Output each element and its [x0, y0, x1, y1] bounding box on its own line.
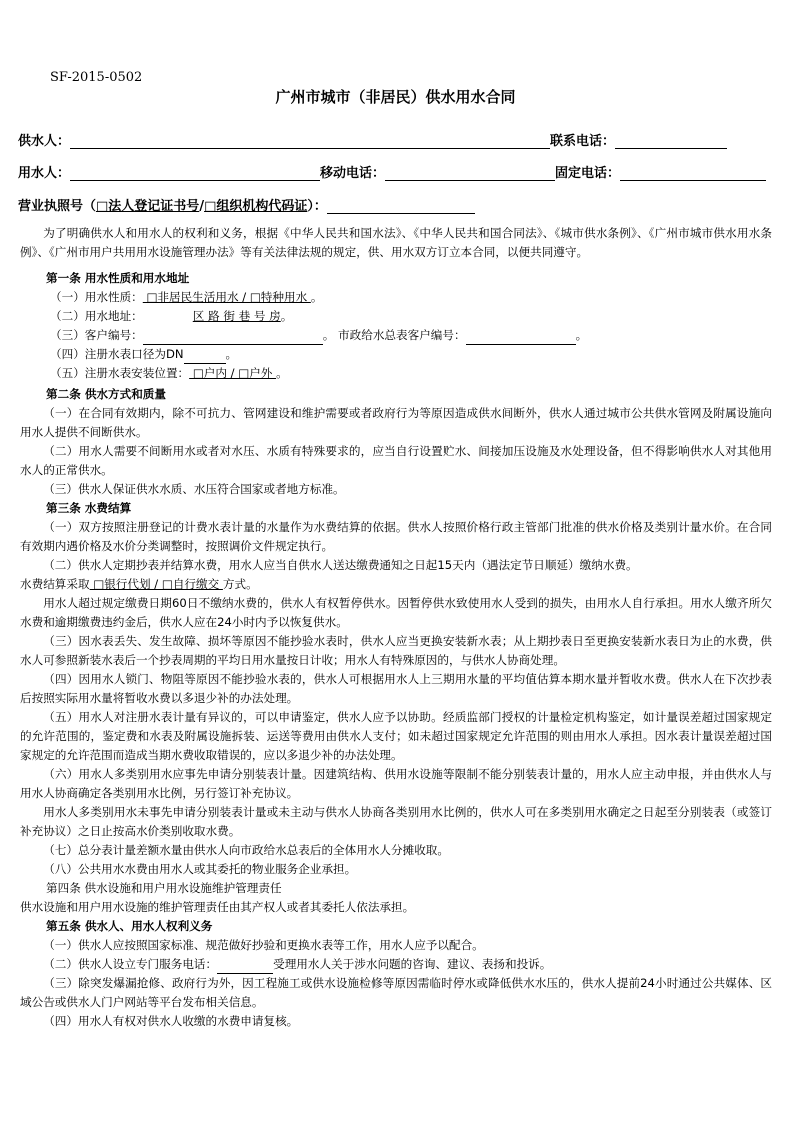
article-3-p7: （七）总分表计量差额水量由供水人向市政给水总表后的全体用水人分摊收取。: [43, 843, 449, 857]
mobile-field[interactable]: [385, 166, 555, 181]
article-3-heading: 第三条 水费结算: [46, 501, 132, 515]
article-3-p5: （五）用水人对注册水表计量有异议的，可以申请鉴定，供水人应予以协助。经质监部门授权的计量检定机构鉴定，如计量误差超过国家规定的允许范围的，鉴定费和水表及附属设施拆装、运送等费用由供水人支付；如未超过国家规定允许范围的则由用水人承担。因水表计量误差超过国家规定的允许范围而造成当期水费收取错误的，应以多退少补的办法处理。: [20, 710, 772, 762]
article-5-p4: （四）用水人有权对供水人收缴的水费申请复核。: [43, 1014, 299, 1028]
address-field[interactable]: 区 路 街 巷 号 房: [192, 309, 281, 323]
user-label: 用水人：: [18, 166, 71, 181]
article-1-heading: 第一条 用水性质和用水地址: [46, 271, 190, 285]
article-3-p1: （一）双方按照注册登记的计费水表计量的水量作为水费结算的依据。供水人按照价格行政主管部门批准的供水价格及类别计量水价。在合同有效期内遇价格及水价分类调整时，按照调价文件规定执行。: [20, 520, 772, 553]
meter-diameter-field[interactable]: [184, 350, 226, 364]
article-3-p6b: 用水人多类别用水未事先申请分别装表计量或未主动与供水人协商各类别用水比例的，供水人可在多类别用水确定之日起至分别装表（或签订补充协议）之日止按高水价类别收取水费。: [20, 805, 772, 838]
mobile-label: 移动电话：: [320, 166, 386, 181]
article-3-p2b: 水费结算采取 □银行代划 / □自行缴交 方式。: [20, 577, 258, 591]
payment-method-field[interactable]: □银行代划 / □自行缴交: [89, 577, 223, 591]
contact-phone-field[interactable]: [615, 134, 727, 149]
landline-field[interactable]: [620, 166, 766, 181]
user-field[interactable]: [70, 166, 320, 181]
article-3-p8: （八）公共用水水费由用水人或其委托的物业服务企业承担。: [43, 862, 357, 876]
supplier-field[interactable]: [70, 134, 550, 149]
article-3-p4: （四）因用水人锁门、物阻等原因不能抄验水表的，供水人可根据用水人上三期用水量的平均值估算本期水量并暂收水费。供水人在下次抄表后按照实际用水量将暂收水费以多退少补的办法处理。: [20, 672, 772, 705]
article-3-p2c: 用水人超过规定缴费日期60日不缴纳水费的，供水人有权暂停供水。因暂停供水致使用水人受到的损失，由用水人自行承担。用水人缴齐所欠水费和逾期缴费违约金后，供水人应在24小时内予以恢复供水。: [20, 596, 772, 629]
license-end: ）：: [307, 199, 327, 214]
article-1-item-5: （五）注册水表安装位置： □户内 / □户外 。: [50, 366, 288, 380]
article-3-p2: （二）供水人定期抄表并结算水费，用水人应当自供水人送达缴费通知之日起15天内（遇法定节日顺延）缴纳水费。: [43, 558, 638, 572]
article-4-heading: 第四条 供水设施和用户用水设施维护管理责任: [46, 881, 282, 895]
user-row: [18, 162, 778, 181]
article-5-p2: （二）供水人设立专门服务电话： 受理用水人关于涉水问题的咨询、建议、表扬和投诉。: [20, 955, 772, 974]
landline-label: 固定电话：: [555, 166, 621, 181]
contract-body: [20, 224, 772, 1031]
license-field[interactable]: [327, 199, 475, 214]
article-2-p2: （二）用水人需要不间断用水或者对水压、水质有特殊要求的，应当自行设置贮水、间接加压设施及水处理设备，但不得影响供水人对其他用水人的正常供水。: [20, 444, 772, 477]
document-code: SF-2015-0502: [50, 70, 143, 85]
article-5-heading: 第五条 供水人、用水人权利义务: [46, 919, 213, 933]
supplier-row: [18, 130, 778, 149]
article-1-item-1: （一）用水性质： □非居民生活用水 / □特种用水 。: [50, 290, 323, 304]
license-option-legal[interactable]: □法人登记证书号: [96, 199, 200, 214]
contract-title: 广州市城市（非居民）供水用水合同: [275, 88, 516, 106]
license-label: 营业执照号（: [18, 199, 97, 214]
article-2-p3: （三）供水人保证供水水质、水压符合国家或者地方标准。: [43, 482, 345, 496]
usage-type-field[interactable]: □非居民生活用水 / □特种用水: [142, 290, 311, 304]
service-phone-field[interactable]: [217, 960, 273, 974]
article-1-item-3: （三）客户编号： 。 市政给水总表客户编号： 。: [20, 326, 772, 345]
master-meter-number-field[interactable]: [466, 331, 576, 345]
article-3-p3: （三）因水表丢失、发生故障、损坏等原因不能抄验水表时，供水人应当更换安装新水表；从上期抄表日至更换安装新水表日为止的水费，供水人可参照新装水表后一个抄表周期的平均日用水量按日计收；用水人有特殊原因的，与供水人协商处理。: [20, 634, 772, 667]
article-2-p1: （一）在合同有效期内，除不可抗力、管网建设和维护需要或者政府行为等原因造成供水间断外，供水人通过城市公共供水管网及附属设施向用水人提供不间断供水。: [20, 406, 772, 439]
intro-paragraph: 为了明确供水人和用水人的权利和义务，根据《中华人民共和国水法》、《中华人民共和国合同法》、《城市供水条例》、《广州市城市供水用水条例》、《广州市用户共用用水设施管理办法》等有关法律法规的规定，供、用水双方订立本合同，以便共同遵守。: [20, 226, 772, 259]
article-5-p1: （一）供水人应按照国家标准、规范做好抄验和更换水表等工作，用水人应予以配合。: [43, 938, 484, 952]
license-row: [18, 195, 778, 214]
article-1-item-4: （四）注册水表口径为DN 。: [20, 345, 772, 364]
contact-phone-label: 联系电话：: [550, 134, 616, 149]
license-option-org[interactable]: □组织机构代码证: [204, 199, 308, 214]
article-5-p3: （三）除突发爆漏抢修、政府行为外，因工程施工或供水设施检修等原因需临时停水或降低供水水压的，供水人提前24小时通过公共媒体、区域公告或供水人门户网站等平台发布相关信息。: [20, 976, 772, 1009]
meter-location-field[interactable]: □户内 / □户外: [189, 366, 277, 380]
article-4-p1: 供水设施和用户用水设施的维护管理责任由其产权人或者其委托人依法承担。: [20, 900, 415, 914]
article-2-heading: 第二条 供水方式和质量: [46, 387, 166, 401]
article-1-item-2: （二）用水地址： 区 路 街 巷 号 房。: [50, 309, 293, 323]
supplier-label: 供水人：: [18, 134, 71, 149]
article-3-p6: （六）用水人多类别用水应事先申请分别装表计量。因建筑结构、供用水设施等限制不能分别装表计量的，用水人应主动申报，并由供水人与用水人协商确定各类别用水比例，另行签订补充协议。: [20, 767, 772, 800]
license-sep: /: [199, 199, 205, 214]
customer-number-field[interactable]: [143, 331, 323, 345]
